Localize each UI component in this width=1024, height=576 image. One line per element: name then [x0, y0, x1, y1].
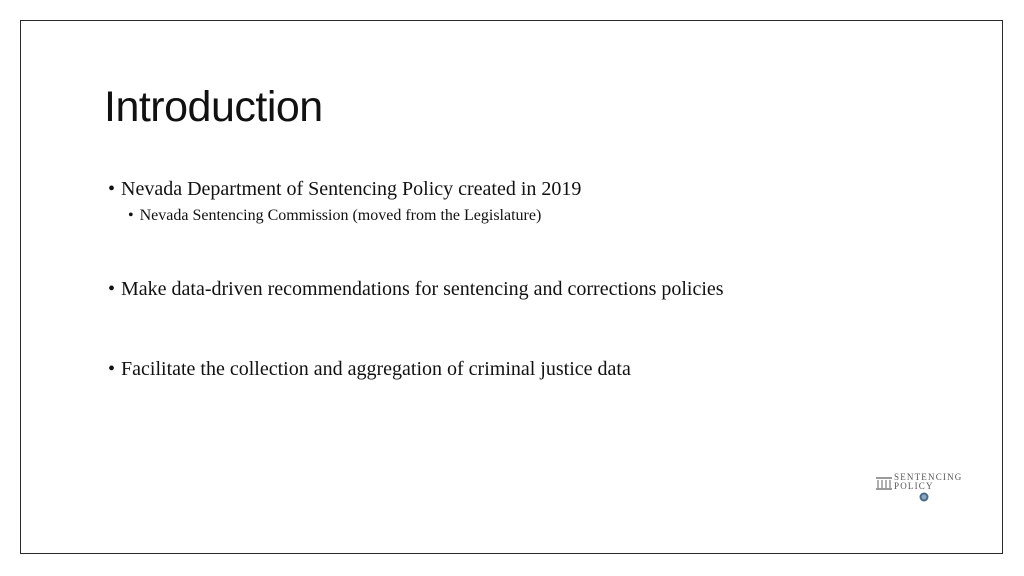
bullet-dot: • — [108, 358, 116, 380]
sentencing-policy-logo — [876, 472, 972, 506]
bullet-dot: • — [108, 278, 116, 300]
bullet-text: Nevada Department of Sentencing Policy created in 2019 — [121, 178, 582, 200]
logo-line-1: SENTENCING — [894, 472, 963, 482]
bullet-dot: • — [128, 207, 134, 224]
bullet-item — [108, 177, 581, 201]
nevada-seal-icon — [919, 492, 929, 502]
bullet-dot: • — [108, 178, 116, 200]
logo-line-2: POLICY — [894, 481, 934, 491]
bullet-text: Facilitate the collection and aggregation of criminal justice data — [121, 358, 631, 380]
bullet-text: Make data-driven recommendations for sentencing and corrections policies — [121, 278, 724, 300]
bullet-item — [108, 357, 631, 381]
slide-title: Introduction — [104, 83, 323, 131]
sub-bullet-item — [128, 206, 541, 226]
building-icon — [876, 477, 892, 490]
sub-bullet-text: Nevada Sentencing Commission (moved from the Legislature) — [139, 207, 542, 224]
bullet-item — [108, 277, 724, 301]
